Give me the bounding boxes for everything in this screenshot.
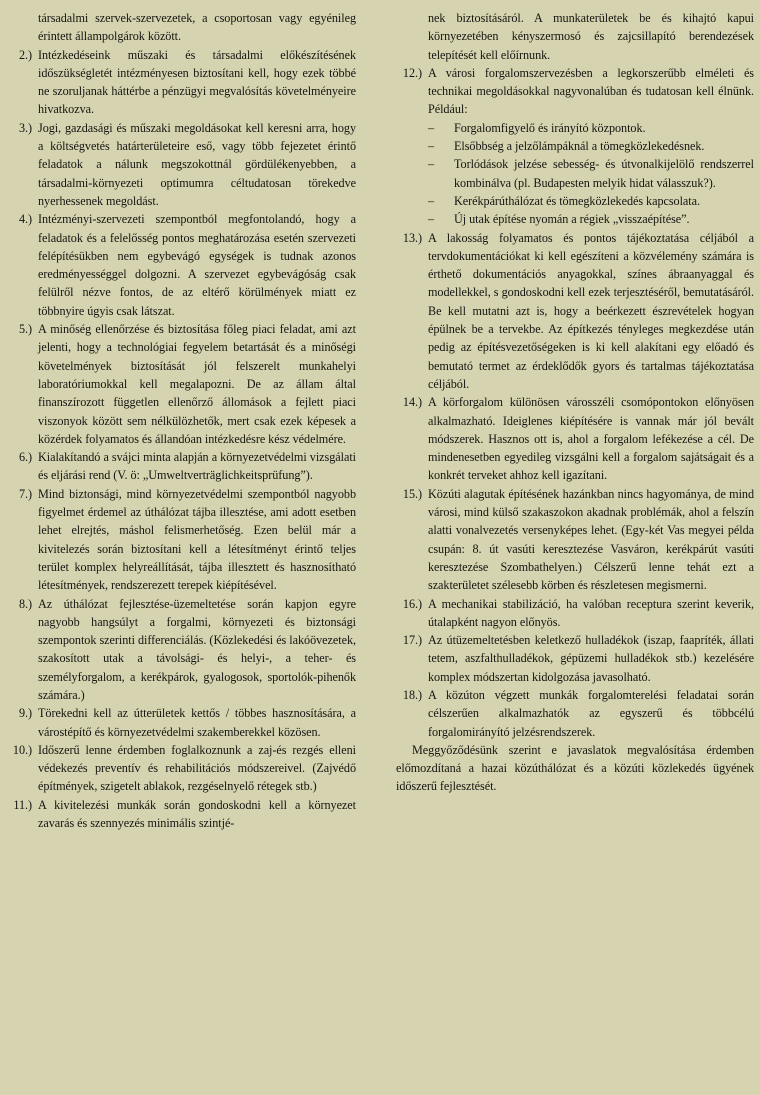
item-text: A mechanikai stabilizáció, ha valóban receptura szerint keverik, útalapként nagyon előnyös. bbox=[428, 596, 754, 629]
paragraph-continuation: nek biztosításáról. A munkaterületek be és kihajtó kapui környezetében kényszermosó és zajcsillapító berendezések telepítését kell előírnunk. bbox=[428, 11, 754, 62]
right-column bbox=[396, 9, 754, 796]
item-number: 13.) bbox=[402, 230, 422, 245]
list-item bbox=[6, 210, 356, 320]
dash-item-text: Új utak építése nyomán a régiek „visszaépítése”. bbox=[454, 212, 690, 227]
dash-bullet: – bbox=[428, 120, 435, 135]
item-text: A lakosság folyamatos és pontos tájékoztatása céljából a tervdokumentációkat ki kell egészíteni a közvélemény számára is érthető dokumentációs anyagokkal, színes ábraanyaggal és modellekkel, s gondoskodni kell ezek terjesztéséről, bemutatásáról. Be kell mutatni azt is, hogy a beérkezett észrevételek hogyan épülnek be a tervekbe. Az építkezés tényleges megkezdése után pedig az építésvezetőségeken is ki kell alakítani egy előadó és bemutató termet az érdeklődők gyors és tartalmas tájékoztatása céljából. bbox=[428, 230, 754, 391]
item-number: 11.) bbox=[13, 797, 32, 812]
item-text: A minőség ellenőrzése és biztosítása főleg piaci feladat, ami azt jelenti, hogy a technológiai fegyelem betartását és a minőségi követelmények biztosítását jól felszerelt munkahelyi laboratóriumokkal kell megalapozni. De az állam által finanszírozott független ellenőrző állomások a fejlett piaci viszonyok között sem nélkülözhetők, mert csak ezek képesek a közérdek folyamatos és állandóan intézkedésre kész védelmére. bbox=[38, 322, 356, 446]
item-number: 3.) bbox=[18, 120, 32, 135]
dash-bullet: – bbox=[428, 193, 435, 208]
list-item bbox=[6, 448, 356, 485]
item-number: 18.) bbox=[402, 687, 422, 702]
dash-list-item bbox=[396, 137, 754, 155]
list-item bbox=[396, 485, 754, 595]
list-item bbox=[6, 485, 356, 595]
item-number: 10.) bbox=[12, 742, 32, 757]
list-item bbox=[396, 686, 754, 741]
item-text: Intézményi-szervezeti szempontból megfontolandó, hogy a feladatok és a felelősség pontos meghatározása esetén szervezeti felépítésükben nem egybevágó egységek is tudnak azonos eredményességgel dolgozni. A szervezet egybevágóság csak felülről nézve fontos, de az eltérő körülmények miatt ez többnyire úgyis csak látszat. bbox=[38, 212, 356, 318]
item-number: 7.) bbox=[18, 486, 32, 501]
list-item bbox=[396, 631, 754, 686]
dash-item-text: Forgalomfigyelő és irányító központok. bbox=[454, 120, 646, 135]
item-text: Mind biztonsági, mind környezetvédelmi szempontból nagyobb figyelmet érdemel az úthálózat tájba illesztése, ami adott esetben lehet elrejtés, máshol felismerhetőség. Ezen belül már a kivitelezés során biztosítani kell a létesítményt érintő teljes terület komplex helyreállítását, tájba illesztett és hasznosítható létesítmények, rendszerezett terepek kiépítésével. bbox=[38, 486, 356, 593]
list-item bbox=[6, 46, 356, 119]
item-number: 12.) bbox=[402, 65, 422, 80]
item-text: A kivitelezési munkák során gondoskodni kell a környezet zavarás és szennyezés minimális szintjé- bbox=[38, 797, 356, 831]
list-item bbox=[6, 796, 356, 833]
dash-item-text: Elsőbbség a jelzőlámpáknál a tömegközlekedésnek. bbox=[454, 139, 705, 154]
item-text: Törekedni kell az útterületek kettős / többes hasznosítására, a várostépítő és környezetvédelmi szakemberekkel közösen. bbox=[38, 706, 356, 739]
dash-bullet: – bbox=[428, 157, 435, 172]
item-number: 17.) bbox=[402, 633, 422, 648]
dash-item-text: Torlódások jelzése sebesség- és útvonalkijelölő rendszerrel kombinálva (pl. Budapesten melyik hidat válasszuk?). bbox=[454, 157, 754, 190]
item-number: 4.) bbox=[18, 212, 32, 227]
list-item bbox=[6, 119, 356, 210]
item-number: 15.) bbox=[402, 486, 422, 501]
item-number: 5.) bbox=[18, 322, 32, 337]
item-text: Időszerű lenne érdemben foglalkoznunk a zaj-és rezgés elleni védekezés preventív és rehabilitációs módszereivel. (Zajvédő építmények, szigetelt ablakok, rezgéselnyelő rétegek stb.) bbox=[38, 742, 356, 794]
list-item bbox=[396, 64, 754, 119]
dash-list-item bbox=[396, 192, 754, 210]
item-text: A közúton végzett munkák forgalomterelési feladatai során célszerűen alkalmazhatók az egyszerű és többcélú forgalomirányító jelzésrendszerek. bbox=[428, 687, 754, 739]
item-number: 9.) bbox=[18, 706, 32, 721]
list-item bbox=[6, 595, 356, 705]
dash-list-item bbox=[396, 210, 754, 228]
item-text: Az úthálózat fejlesztése-üzemeltetése során kapjon egyre nagyobb hangsúlyt a forgalmi, környezeti és biztonsági szempontok szerinti differenciálás. (Közlekedési és lakóövezetek, szakosított utak a távolsági- és helyi-, a teher- és személyforgalom, a kerékpárok, gyalogosok, sportolók-pihenők számára.) bbox=[38, 596, 356, 702]
item-number: 8.) bbox=[18, 596, 32, 611]
item-text: Jogi, gazdasági és műszaki megoldásokat kell keresni arra, hogy a költségvetés határterületeire eső, vagy több fejezetet érintő feladatok a nálunk megszokottnál gördülékenyebben, a társadalmi-környezeti optimumra céltudatosan törekedve nyerhessenek megoldást. bbox=[38, 120, 356, 208]
left-column bbox=[6, 9, 356, 832]
item-number: 6.) bbox=[18, 450, 32, 465]
list-item bbox=[6, 320, 356, 448]
item-text: Közúti alagutak építésének hazánkban nincs hagyománya, de mind városi, mind külső szakaszokon akadnak problémák, ahol a felszín alatti vonalvezetés versenyképes lehet. (Egy-két Vas megyei példa csupán: 8. út vasúti keresztezése Vasváron, kerékpárút vasúti keresztezése Szombathelyen.) Célszerű lenne tehát ezt a szakterületet szélesebb körben és részletesen megismerni. bbox=[428, 486, 754, 593]
item-text: A körforgalom különösen városszéli csomópontokon előnyösen alkalmazható. Ideiglenes kiépítésére is vannak már jól bevált módszerek. Hasznos ott is, ahol a forgalom lefékezése a cél. De mindenesetben egyedileg vizsgálni kell a forgalom sajátságait és a konkrét terveket ahhoz kell igazítani. bbox=[428, 395, 754, 483]
item-number: 14.) bbox=[402, 395, 422, 410]
paragraph-continuation: társadalmi szervek-szervezetek, a csoportosan vagy egyénileg érintett állampolgárok között. bbox=[38, 11, 356, 44]
item-number: 2.) bbox=[18, 47, 32, 62]
dash-item-text: Kerékpárúthálózat és tömegközlekedés kapcsolata. bbox=[454, 193, 700, 208]
list-item bbox=[6, 704, 356, 741]
item-number: 16.) bbox=[402, 596, 422, 611]
list-item bbox=[396, 393, 754, 484]
item-text: A városi forgalomszervezésben a legkorszerűbb elméleti és technikai megoldásokkal nagyvonalúban és tudatosan kell élnünk. Például: bbox=[428, 65, 754, 117]
list-item bbox=[6, 741, 356, 796]
list-item bbox=[396, 229, 754, 394]
closing-paragraph: Meggyőződésünk szerint e javaslatok megvalósítása érdemben előmozdítaná a hazai közúthálózat és a közúti közlekedés ügyének időszerű fejlesztését. bbox=[396, 742, 754, 794]
dash-list-item bbox=[396, 119, 754, 137]
dash-list-item bbox=[396, 155, 754, 192]
list-item bbox=[396, 595, 754, 632]
item-text: Az útüzemeltetésben keletkező hulladékok (iszap, faapríték, állati tetem, aszfalthulladékok, gépüzemi hulladékok stb.) kezelésére komplex módszertan kidolgozása javasolható. bbox=[428, 633, 754, 684]
item-text: Intézkedéseink műszaki és társadalmi előkészítésének időszükségletét intézményesen biztosítani kell, hogy ezek többé ne szoruljanak háttérbe a pénzügyi megvalósítás követelményeire hivatkozva. bbox=[38, 47, 356, 117]
dash-bullet: – bbox=[428, 212, 435, 227]
item-text: Kialakítandó a svájci minta alapján a környezetvédelmi vizsgálati és eljárási rend (V. ö: „Umweltverträglichkeitsprüfung”). bbox=[38, 450, 356, 483]
dash-bullet: – bbox=[428, 139, 435, 154]
